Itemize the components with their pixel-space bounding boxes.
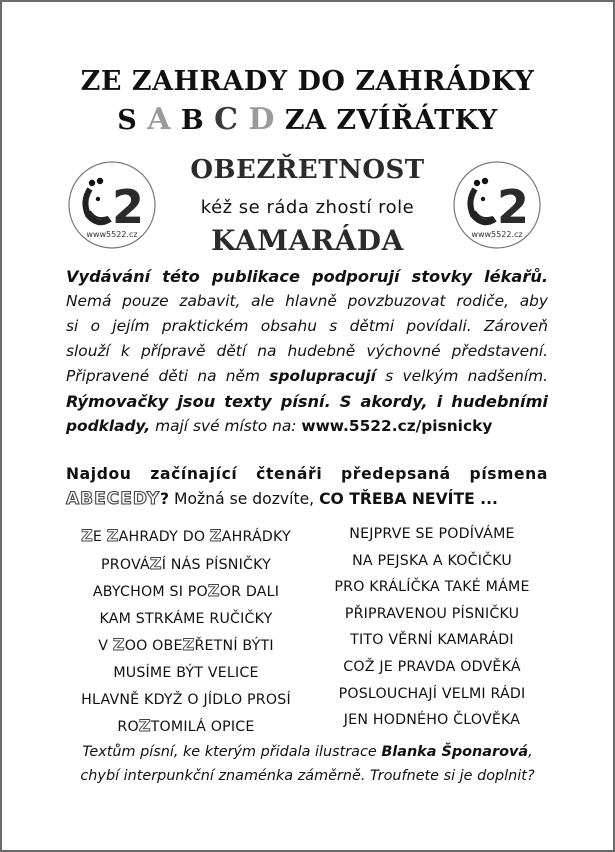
abc-question: ? [160, 490, 170, 508]
poem-line: HLAVNĚ KDYŽ O JÍDLO PROSÍ [81, 691, 291, 708]
word-obezretnost: OBEZŘETNOST [190, 155, 425, 185]
poem-line: PŘIPRAVENOU PÍSNIČKU [344, 605, 520, 622]
poem-line: MUSÍME BÝT VELICE [113, 664, 259, 681]
footer-note [40, 741, 575, 788]
highlight-letter: Z [106, 526, 119, 545]
intro-line-7b: mají své místo na: [150, 417, 302, 435]
txt: OR DALI [219, 584, 280, 601]
intro-line-5a: Připravené děti na něm [66, 367, 270, 385]
poem-line [56, 551, 316, 579]
poem-line: POSLOUCHAJÍ VELMI RÁDI [338, 685, 526, 702]
intro-line-3: si o jejím praktickém obsahu s dětmi povídali. Zároveň [66, 317, 548, 335]
highlight-letter: Z [149, 553, 162, 573]
txt: V [98, 638, 113, 655]
abc-line-2b: Možná se dozvíte, [169, 490, 320, 508]
poem-line: KAM STRKÁME RUČIČKY [99, 610, 273, 627]
illustrator-name: Blanka Šponarová [381, 744, 529, 760]
poem-left-column [56, 523, 316, 741]
logo-text: www5522.cz [86, 230, 138, 239]
footer-line-1 [40, 741, 575, 765]
title-prefix: S [117, 105, 138, 136]
poem-line [56, 578, 316, 606]
letter-d: D [248, 102, 275, 137]
txt: OO OBE [124, 638, 183, 655]
intro-line-2: Nemá pouze zabavit, ale hlavně povzbuzovat rodiče, aby [66, 292, 548, 310]
txt: ŘETNÍ BÝTI [194, 638, 274, 655]
txt: AHRÁDKY [221, 529, 291, 545]
abc-line-2c: CO TŘEBA NEVÍTE ... [319, 490, 498, 508]
highlight-letter: Z [182, 635, 195, 655]
poem-line: COŽ JE PRAVDA ODVĚKÁ [343, 658, 521, 675]
poem-line: PRO KRÁLÍČKA TAKÉ MÁME [334, 579, 530, 596]
poem-line [56, 713, 316, 741]
abc-line-2 [66, 487, 548, 512]
intro-line-4: slouží k přípravě dětí na hudebně výchovné představení. [66, 342, 548, 360]
footer-line-1a: Textům písní, ke kterým přidala ilustrace [82, 744, 382, 760]
abc-line-1: Najdou začínající čtenáři předepsaná písmena [66, 465, 548, 483]
middle-phrase: kéž se ráda zhostí role [200, 197, 415, 218]
intro-paragraph [66, 264, 548, 439]
txt: E [92, 529, 107, 545]
logo-mark: 2 [111, 180, 145, 234]
poem-right-column [302, 521, 562, 734]
letter-a: A [147, 102, 171, 137]
footer-line-2: chybí interpunkční znaménka záměrně. Troufnete si je doplnit? [80, 767, 535, 784]
highlight-letter: Z [138, 716, 151, 736]
intro-line-5 [66, 364, 548, 389]
txt: TOMILÁ OPICE [150, 719, 255, 736]
txt: RO [117, 719, 139, 736]
highlight-letter: Z [207, 581, 220, 601]
logo-mark: 2 [496, 180, 530, 234]
footer-line-1c: , [528, 744, 533, 760]
logo-5522-right-icon [453, 161, 541, 249]
intro-line-7 [66, 414, 548, 439]
intro-line-7a: podklady, [66, 417, 151, 435]
poem-line: JEN HODNÉHO ČLOVĚKA [343, 712, 521, 729]
poem-line: NEJPRVE SE PODÍVÁME [349, 526, 515, 542]
word-kamarada: KAMARÁDA [211, 224, 404, 257]
highlight-letter: Z [112, 635, 125, 655]
abecedy-word: ABECEDY [66, 489, 161, 509]
poem-line: TITO VĚRNÍ KAMARÁDI [350, 632, 514, 649]
txt: PROVÁ [101, 556, 150, 573]
logo-5522-left-icon [68, 161, 156, 249]
letter-b: B [180, 105, 205, 136]
intro-line-5c: s velkým nadšením. [375, 367, 548, 385]
abc-paragraph [66, 462, 548, 512]
poem-line [56, 632, 316, 660]
intro-line-5b: spolupracují [269, 367, 376, 385]
txt: ABYCHOM SI PO [92, 584, 208, 601]
highlight-letter: Z [209, 526, 222, 545]
poem-line: NA PEJSKA A KOČIČKU [352, 552, 512, 569]
website-link[interactable]: www.5522.cz/pisnicky [301, 417, 493, 435]
title-line-1: ZE ZAHRADY DO ZAHRÁDKY [80, 66, 535, 97]
logo-text: www5522.cz [471, 230, 523, 239]
title-suffix: ZA ZVÍŘÁTKY [284, 105, 498, 136]
txt: AHRADY DO [118, 529, 210, 545]
poem-line [56, 523, 316, 551]
txt: Í NÁS PÍSNIČKY [161, 556, 271, 573]
intro-line-6: Rýmovačky jsou texty písní. S akordy, i hudebními [66, 392, 548, 411]
title-line-2 [0, 102, 615, 137]
highlight-letter: Z [81, 526, 93, 545]
intro-line-1: Vydávání této publikace podporují stovky lékařů. [66, 267, 548, 286]
letter-c: C [214, 102, 239, 137]
